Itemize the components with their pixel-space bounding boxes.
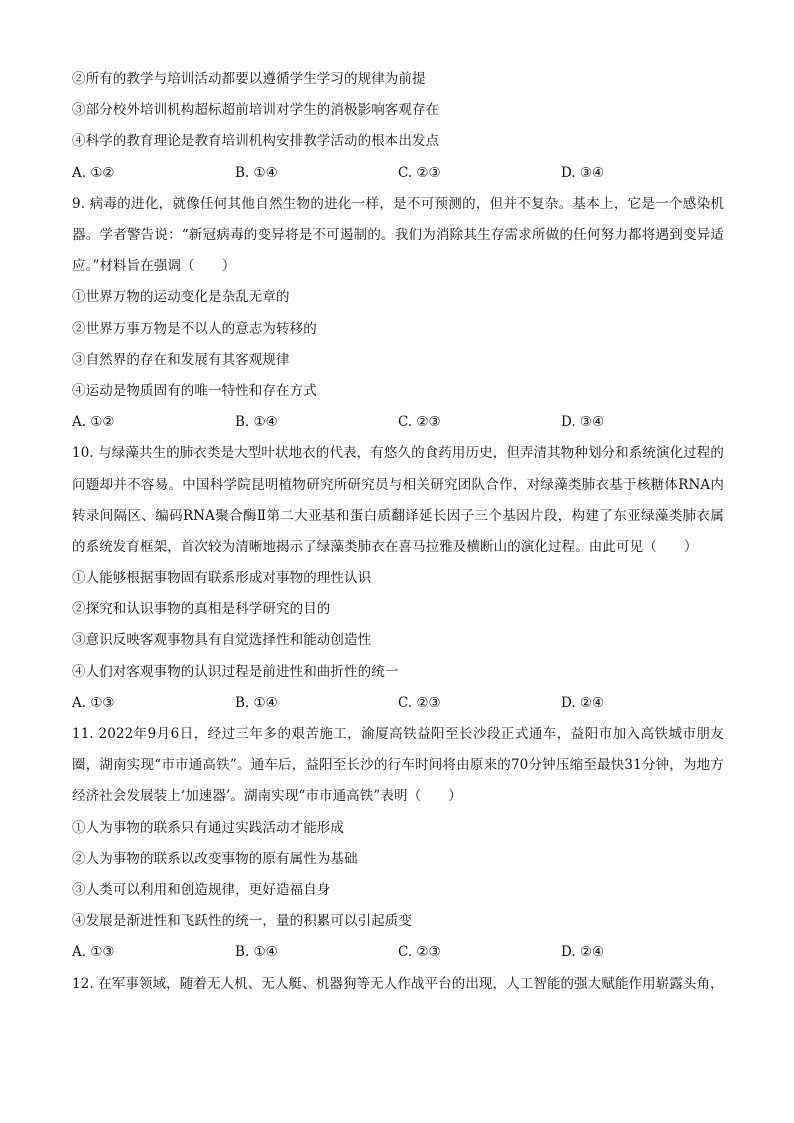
q9-stem: 9. 病毒的进化，就像任何其他自然生物的进化一样，是不可预测的，但并不复杂。基本上，它是一个感染机器。学者警告说：“新冠病毒的变异将是不可遏制的。我们为消除其生存需求所做的任何努力都将遇到变异适应。”材料旨在强调（ ） [72, 195, 724, 275]
q10-option-b[interactable]: B. ①④ [235, 694, 278, 711]
q11-option-b[interactable]: B. ①④ [235, 944, 278, 961]
q11-options [72, 937, 724, 968]
q12-stem: 12. 在军事领域，随着无人机、无人艇、机器狗等无人作战平台的出现，人工智能的强大赋能作用崭露头角， [72, 975, 724, 992]
q11-statement-2: ②人为事物的联系以改变事物的原有属性为基础 [72, 850, 358, 867]
q8-option-c[interactable]: C. ②③ [398, 164, 441, 181]
q8-statement-3: ③部分校外培训机构超标超前培训对学生的消极影响客观存在 [72, 102, 440, 119]
q10-statement-2: ②探究和认识事物的真相是科学研究的目的 [72, 601, 331, 618]
q11-option-c[interactable]: C. ②③ [398, 944, 441, 961]
q9-options [72, 407, 724, 438]
q10-stem: 10. 与绿藻共生的肺衣类是大型叶状地衣的代表，有悠久的食药用历史，但弄清其物种划分和系统演化过程的问题却并不容易。中国科学院昆明植物研究所研究员与相关研究团队合作，对绿藻类肺衣基于核糖体RNA内转录间隔区、编码RNA聚合酶Ⅱ第二大亚基和蛋白质翻译延长因子三个基因片段，构建了东亚绿藻类肺衣属的系统发育框架，首次较为清晰地揭示了绿藻类肺衣在喜马拉雅及横断山的演化过程。由此可见（ ） [72, 445, 724, 555]
q10-options [72, 688, 724, 719]
q10-statement-1: ①人能够根据事物固有联系形成对事物的理性认识 [72, 570, 372, 587]
q8-statement-2: ②所有的教学与培训活动都要以遵循学生学习的规律为前提 [72, 71, 426, 87]
q11-statement-3: ③人类可以利用和创造规律，更好造福自身 [72, 882, 331, 899]
question-12 [72, 969, 724, 1000]
q9-statement-3: ③自然界的存在和发展有其客观规律 [72, 351, 290, 368]
q8-statement-4: ④科学的教育理论是教育培训机构安排教学活动的根本出发点 [72, 133, 440, 150]
q10-option-d[interactable]: D. ②④ [561, 694, 605, 711]
exam-page [72, 64, 724, 1000]
q10-statement-4: ④人们对客观事物的认识过程是前进性和曲折性的统一 [72, 663, 399, 680]
q8-option-a[interactable]: A. ①② [72, 164, 115, 181]
q11-statement-1: ①人为事物的联系只有通过实践活动才能形成 [72, 819, 344, 836]
q10-option-c[interactable]: C. ②③ [398, 694, 441, 711]
q8-option-d[interactable]: D. ③④ [561, 164, 605, 181]
q11-option-a[interactable]: A. ①③ [72, 944, 115, 961]
q9-statement-2: ②世界万事万物是不以人的意志为转移的 [72, 320, 317, 337]
q11-stem: 11. 2022年9月6日，经过三年多的艰苦施工，渝厦高铁益阳至长沙段正式通车，益阳市加入高铁城市朋友圈，湖南实现“市市通高铁”。通车后，益阳至长沙的行车时间将由原来的70分钟压缩至最快31分钟，为地方经济社会发展装上‘加速器’。湖南实现“市市通高铁”表明（ ） [72, 726, 724, 805]
question-8 [72, 64, 724, 189]
q11-statement-4: ④发展是渐进性和飞跃性的统一，量的积累可以引起质变 [72, 913, 412, 930]
q9-option-b[interactable]: B. ①④ [235, 414, 278, 431]
q9-statement-1: ①世界万物的运动变化是杂乱无章的 [72, 289, 290, 306]
q8-options [72, 158, 724, 189]
question-10 [72, 438, 724, 719]
q8-option-b[interactable]: B. ①④ [235, 164, 278, 181]
q10-option-a[interactable]: A. ①③ [72, 694, 115, 711]
question-9 [72, 189, 724, 439]
q9-option-d[interactable]: D. ③④ [561, 414, 605, 431]
q11-option-d[interactable]: D. ②④ [561, 944, 605, 961]
question-11 [72, 719, 724, 969]
q9-option-a[interactable]: A. ①② [72, 414, 115, 431]
q10-statement-3: ③意识反映客观事物具有自觉选择性和能动创造性 [72, 632, 372, 649]
q9-option-c[interactable]: C. ②③ [398, 414, 441, 431]
q9-statement-4: ④运动是物质固有的唯一特性和存在方式 [72, 382, 317, 399]
